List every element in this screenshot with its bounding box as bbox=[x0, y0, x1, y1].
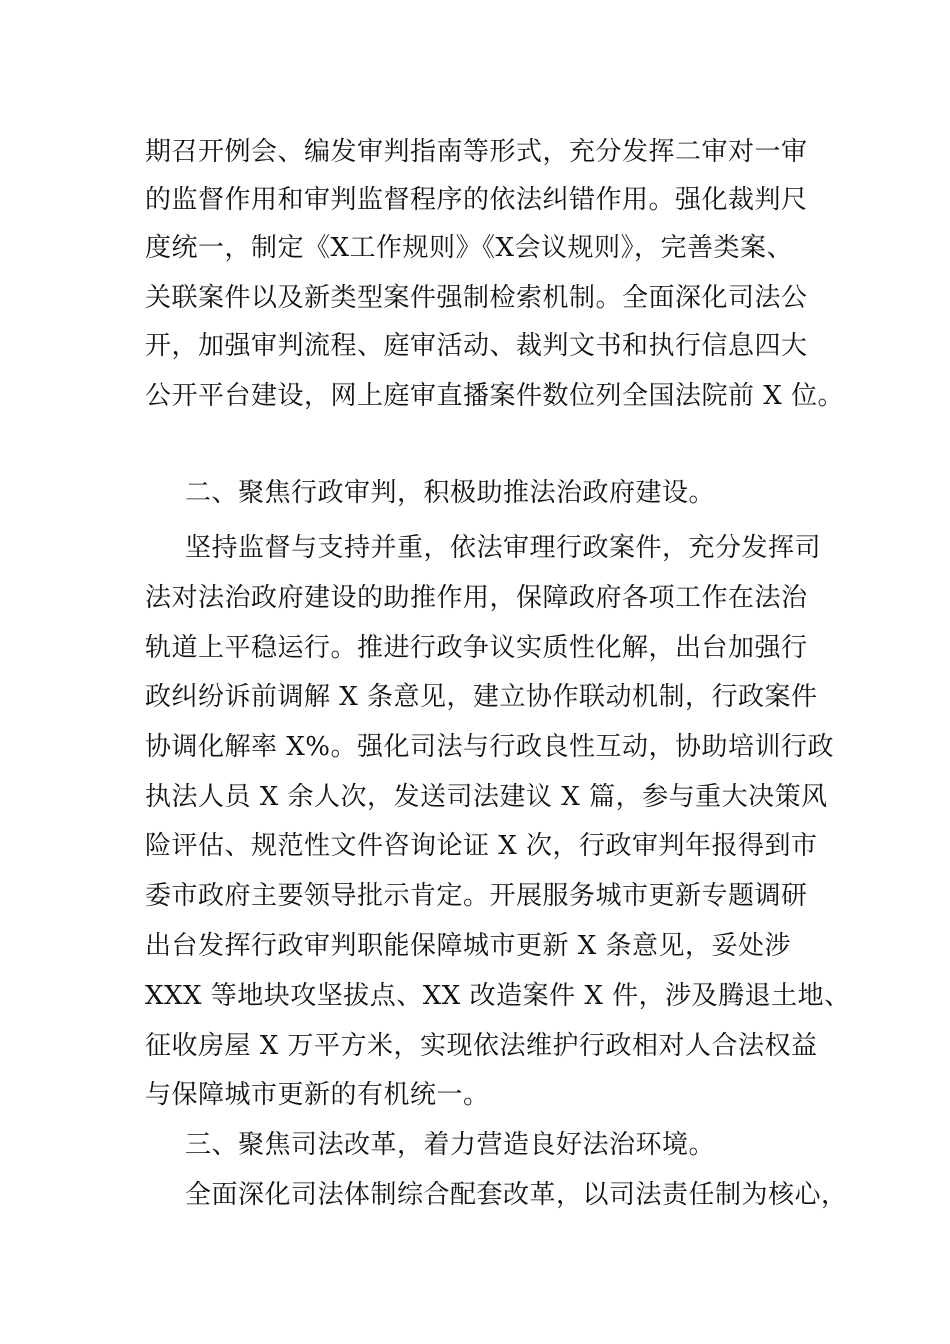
paragraph-line: 政纠纷诉前调解 X 条意见，建立协作联动机制，行政案件 bbox=[145, 682, 818, 712]
paragraph-line: 出台发挥行政审判职能保障城市更新 X 条意见，妥处涉 bbox=[145, 931, 792, 961]
paragraph-line: 轨道上平稳运行。推进行政争议实质性化解，出台加强行 bbox=[145, 633, 808, 663]
paragraph-line: 坚持监督与支持并重，依法审理行政案件，充分发挥司 bbox=[185, 533, 822, 563]
paragraph-line: 协调化解率 X%。强化司法与行政良性互动，协助培训行政 bbox=[145, 732, 834, 762]
paragraph-line: 与保障城市更新的有机统一。 bbox=[145, 1080, 490, 1110]
paragraph-line: 的监督作用和审判监督程序的依法纠错作用。强化裁判尺 bbox=[145, 185, 808, 215]
paragraph-line: 委市政府主要领导批示肯定。开展服务城市更新专题调研 bbox=[145, 881, 808, 911]
paragraph-line: 征收房屋 X 万平方米，实现依法维护行政相对人合法权益 bbox=[145, 1031, 818, 1061]
paragraph-line: 全面深化司法体制综合配套改革，以司法责任制为核心， bbox=[185, 1180, 848, 1210]
paragraph-line: 开，加强审判流程、庭审活动、裁判文书和执行信息四大 bbox=[145, 331, 808, 361]
paragraph-line: 关联案件以及新类型案件强制检索机制。全面深化司法公 bbox=[145, 283, 808, 313]
paragraph-line: 期召开例会、编发审判指南等形式，充分发挥二审对一审 bbox=[145, 137, 808, 167]
paragraph-line: 度统一，制定《X工作规则》《X会议规则》，完善类案、 bbox=[145, 233, 794, 263]
paragraph-line: 执法人员 X 余人次，发送司法建议 X 篇，参与重大决策风 bbox=[145, 782, 828, 812]
paragraph-line: XXX 等地块攻坚拔点、XX 改造案件 X 件，涉及腾退土地、 bbox=[145, 981, 851, 1011]
paragraph-line: 法对法治政府建设的助推作用，保障政府各项工作在法治 bbox=[145, 583, 808, 613]
section-heading-3: 三、聚焦司法改革，着力营造良好法治环境。 bbox=[185, 1130, 716, 1160]
paragraph-line: 公开平台建设，网上庭审直播案件数位列全国法院前 X 位。 bbox=[145, 381, 845, 411]
paragraph-line: 险评估、规范性文件咨询论证 X 次，行政审判年报得到市 bbox=[145, 831, 818, 861]
section-heading-2: 二、聚焦行政审判，积极助推法治政府建设。 bbox=[185, 478, 716, 508]
